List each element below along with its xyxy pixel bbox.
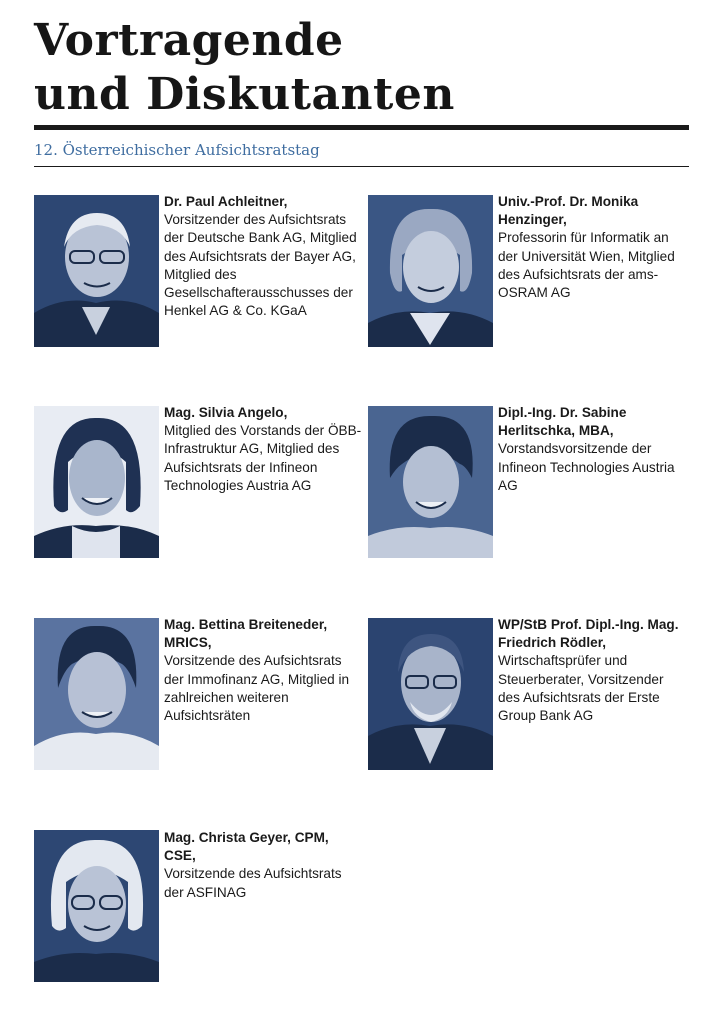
speaker-role: Wirtschaftsprüfer und Steuerberater, Vorsitzender des Aufsichtsrats der Erste Group Bank AG [498,653,664,724]
speaker-photo [368,618,493,770]
title-line-1: Vortragende [34,15,344,66]
portrait-image [34,406,159,558]
page-title [34,14,455,122]
subtitle-rule [34,166,689,167]
speaker-photo [368,406,493,558]
speaker-role: Professorin für Informatik an der Universität Wien, Mitglied des Aufsichtsrats der ams-OSRAM AG [498,230,675,301]
speaker-name: WP/StB Prof. Dipl.-Ing. Mag. Friedrich Rödler, [498,617,679,651]
speaker-role: Vorsitzende des Aufsichtsrats der Immofinanz AG, Mitglied in zahlreichen weiteren Aufsichtsräten [164,653,350,724]
header-rule [34,125,689,130]
portrait-image [368,195,493,347]
speaker-name: Univ.-Prof. Dr. Monika Henzinger, [498,194,639,228]
speaker-name: Mag. Bettina Breiteneder, MRICS, [164,617,328,651]
speaker-role: Vorstandsvorsitzende der Infineon Technologies Austria AG [498,441,675,493]
speaker-role: Vorsitzende des Aufsichtsrats der ASFINAG [164,866,342,900]
title-line-2: und Diskutanten [34,69,455,120]
speaker-name: Mag. Christa Geyer, CPM, CSE, [164,830,329,864]
speaker-photo [34,195,159,347]
speaker-photo [34,406,159,558]
portrait-image [34,618,159,770]
speaker-role: Mitglied des Vorstands der ÖBB-Infrastruktur AG, Mitglied des Aufsichtsrats der Infineon Technologies Austria AG [164,423,362,493]
speaker-name: Dipl.-Ing. Dr. Sabine Herlitschka, MBA, [498,405,627,439]
portrait-image [34,195,159,347]
speaker-name: Dr. Paul Achleitner, [164,194,288,209]
speaker-photo [34,830,159,982]
event-subtitle: 12. Österreichischer Aufsichtsratstag [34,141,320,159]
speaker-photo [34,618,159,770]
portrait-image [368,618,493,770]
portrait-image [34,830,159,982]
speaker-name: Mag. Silvia Angelo, [164,405,288,420]
speaker-role: Vorsitzender des Aufsichtsrats der Deutsche Bank AG, Mitglied des Aufsichtsrats der Bayer AG, Mitglied des Gesellschafterausschusses der Henkel AG & Co. KGaA [164,212,357,319]
speaker-photo [368,195,493,347]
portrait-image [368,406,493,558]
